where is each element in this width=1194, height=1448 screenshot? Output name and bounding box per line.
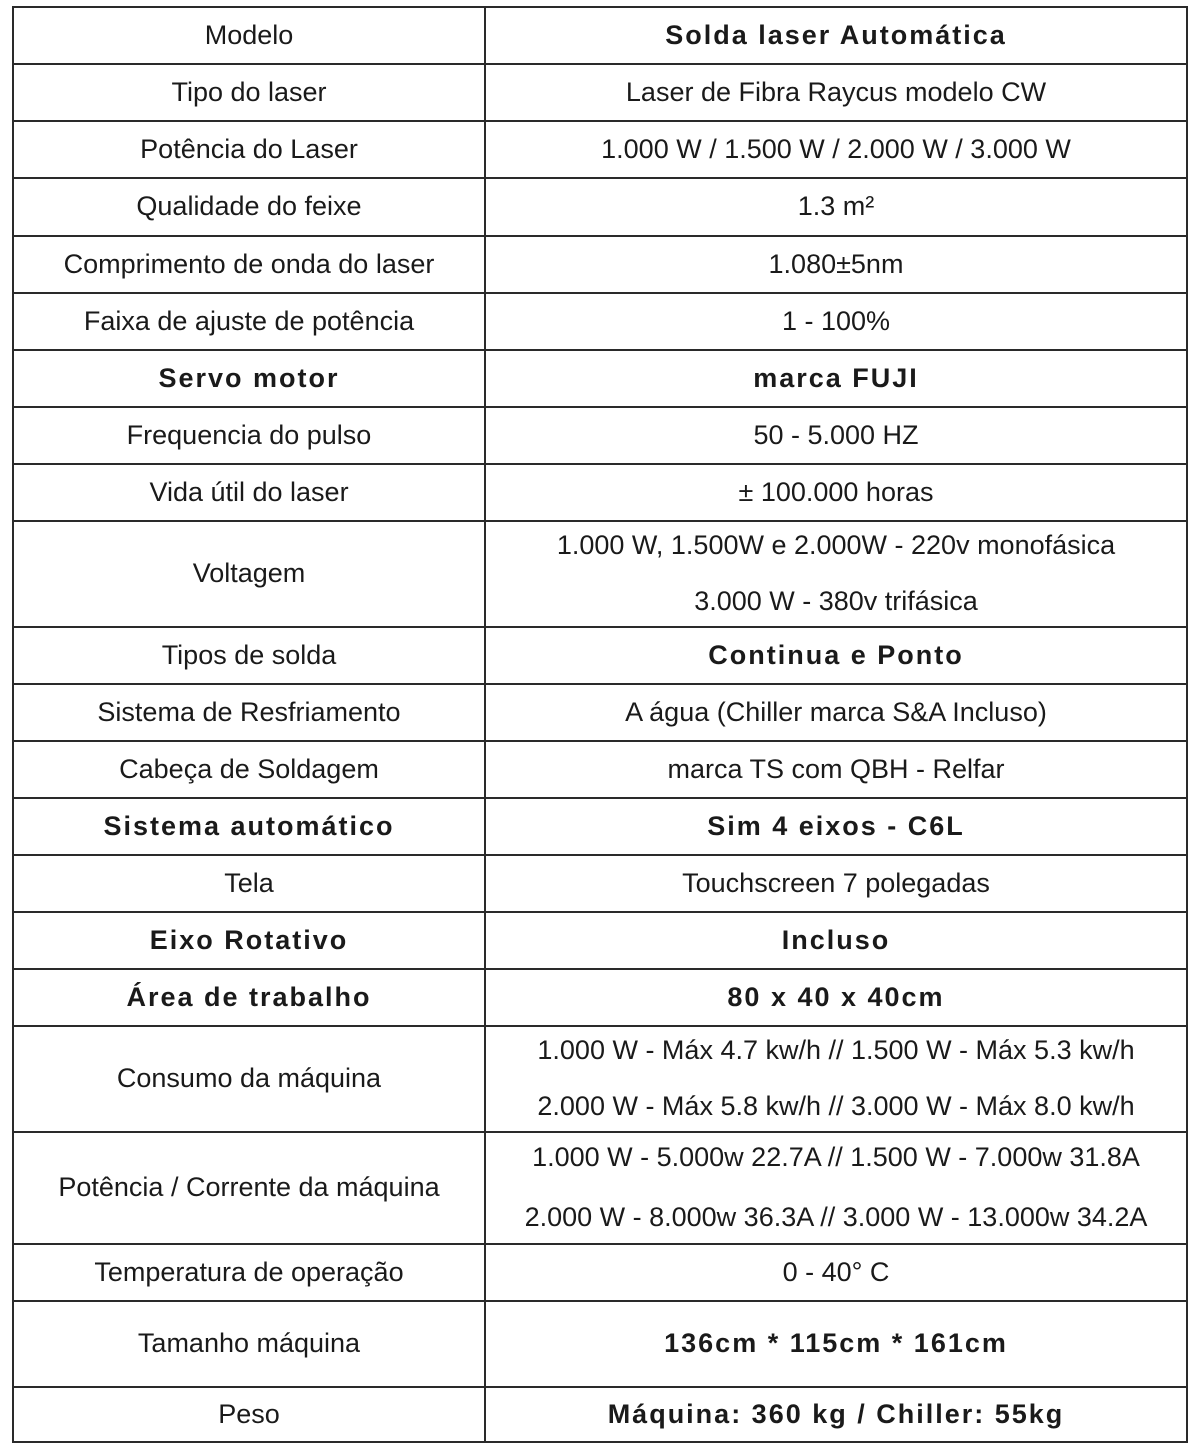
spec-row-voltagem [13,521,1187,627]
spec-value [485,1026,1187,1132]
spec-value-line: 1.000 W - Máx 4.7 kw/h // 1.500 W - Máx 5.3 kw/h [537,1035,1135,1066]
spec-row-qualidade-feixe [13,178,1187,236]
spec-value-line: 2.000 W - 8.000w 36.3A // 3.000 W - 13.000w 34.2A [524,1202,1148,1232]
spec-key: Sistema automático [13,798,485,855]
spec-key: Potência / Corrente da máquina [13,1132,485,1244]
spec-row-potencia-laser [13,121,1187,178]
spec-value-line: 2.000 W - Máx 5.8 kw/h // 3.000 W - Máx 8.0 kw/h [537,1091,1135,1121]
spec-key: Eixo Rotativo [13,912,485,969]
spec-key: Cabeça de Soldagem [13,741,485,798]
spec-key: Voltagem [13,521,485,627]
spec-key: Tipo do laser [13,64,485,121]
spec-value: A água (Chiller marca S&A Incluso) [485,684,1187,741]
spec-row-cabeca-soldagem [13,741,1187,798]
spec-key: Tipos de solda [13,627,485,684]
spec-value: Solda laser Automática [485,7,1187,64]
spec-row-eixo-rotativo [13,912,1187,969]
spec-value: 0 - 40° C [485,1244,1187,1301]
spec-key: Consumo da máquina [13,1026,485,1132]
spec-row-servo-motor [13,350,1187,407]
spec-key: Sistema de Resfriamento [13,684,485,741]
spec-key: Frequencia do pulso [13,407,485,464]
spec-value [485,521,1187,627]
spec-row-temperatura [13,1244,1187,1301]
spec-row-tela [13,855,1187,912]
spec-row-potencia-corrente [13,1132,1187,1244]
spec-value: ± 100.000 horas [485,464,1187,521]
spec-key: Tela [13,855,485,912]
spec-value: Touchscreen 7 polegadas [485,855,1187,912]
spec-value: marca TS com QBH - Relfar [485,741,1187,798]
spec-key: Temperatura de operação [13,1244,485,1301]
spec-key: Vida útil do laser [13,464,485,521]
spec-key: Faixa de ajuste de potência [13,293,485,350]
spec-row-tipos-solda [13,627,1187,684]
spec-key: Servo motor [13,350,485,407]
spec-row-tipo-laser [13,64,1187,121]
spec-value: 1.080±5nm [485,236,1187,293]
spec-key: Modelo [13,7,485,64]
spec-value: marca FUJI [485,350,1187,407]
spec-key: Comprimento de onda do laser [13,236,485,293]
spec-row-comprimento-onda [13,236,1187,293]
spec-value: Incluso [485,912,1187,969]
spec-value: Máquina: 360 kg / Chiller: 55kg [485,1387,1187,1442]
spec-row-resfriamento [13,684,1187,741]
spec-value: 1.3 m² [485,178,1187,236]
spec-key: Área de trabalho [13,969,485,1026]
spec-row-faixa-ajuste [13,293,1187,350]
spec-value: Laser de Fibra Raycus modelo CW [485,64,1187,121]
spec-row-sistema-automatico [13,798,1187,855]
spec-value-line: 3.000 W - 380v trifásica [694,586,978,616]
spec-value: 1 - 100% [485,293,1187,350]
spec-value: Continua e Ponto [485,627,1187,684]
spec-key: Potência do Laser [13,121,485,178]
spec-row-vida-util [13,464,1187,521]
spec-table [12,6,1188,1443]
spec-row-area-trabalho [13,969,1187,1026]
spec-row-consumo [13,1026,1187,1132]
spec-value: 136cm * 115cm * 161cm [485,1301,1187,1387]
spec-value: Sim 4 eixos - C6L [485,798,1187,855]
spec-value-line: 1.000 W - 5.000w 22.7A // 1.500 W - 7.000w 31.8A [532,1142,1140,1173]
spec-value [485,1132,1187,1244]
spec-key: Peso [13,1387,485,1442]
spec-value: 1.000 W / 1.500 W / 2.000 W / 3.000 W [485,121,1187,178]
spec-row-modelo [13,7,1187,64]
spec-value-line: 1.000 W, 1.500W e 2.000W - 220v monofásica [556,530,1116,561]
spec-value: 50 - 5.000 HZ [485,407,1187,464]
spec-row-tamanho [13,1301,1187,1387]
spec-value: 80 x 40 x 40cm [485,969,1187,1026]
spec-row-frequencia-pulso [13,407,1187,464]
spec-key: Qualidade do feixe [13,178,485,236]
spec-key: Tamanho máquina [13,1301,485,1387]
spec-row-peso [13,1387,1187,1442]
